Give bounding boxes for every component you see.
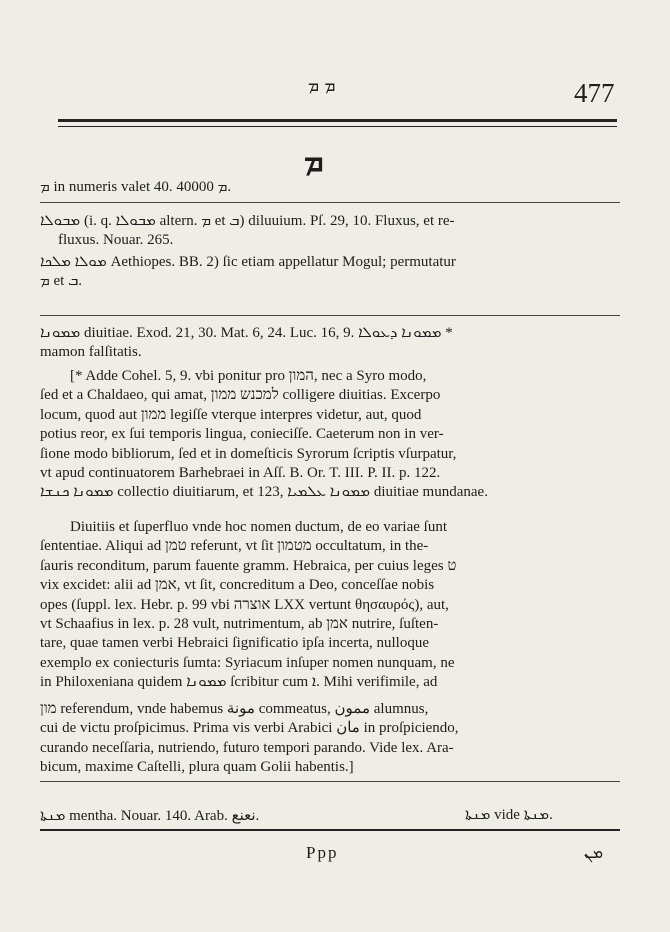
footer-rule [40,829,620,831]
header-rule-thick [58,119,617,122]
text-line: ſententiae. Aliqui ad טמן referunt, vt ſit מטמון occultatum, in the- [40,538,429,555]
catchword: ܡܢ [584,843,604,862]
text-line: vt Schaafius in lex. p. 28 vult, nutrimentum, ab אמן nutrire, ſuſten- [40,616,439,633]
entry-line: ܡܘܠܐ ܡܠܟܐ Aethiopes. BB. 2) ſic etiam appellatur Mogul; permutatur [40,254,456,270]
entry-cross-reference: ܡܢܬܐ vide ܡܢܬܐ. [465,807,553,823]
text-line: Diuitiis et ſuperfluo vnde hoc nomen ductum, de eo variae ſunt [70,519,447,535]
text-line: cui de victu proſpicimus. Prima vis verbi Arabici مان in proſpiciendo, [40,720,459,737]
text-line: curando neceſſaria, nutriendo, futuro tempori parando. Vide lex. Ara- [40,739,454,756]
text-line: מון referendum, vnde habemus مونة commeatus, ممون alumnus, [40,701,429,717]
etymology-paragraph [40,518,620,693]
entry-mamona [40,324,620,363]
text-line: ſione modo bibliorum, ſed et in domeſticis Syrorum ſcriptis vſurpatur, [40,445,457,462]
text-line: bicum, maxime Caſtelli, plura quam Golii habentis.] [40,759,354,776]
text-line: locum, quod aut ממון legiſſe vterque interpres videtur, aut, quod [40,406,422,423]
header-rule-thin [58,126,617,127]
entry-line: fluxus. Nouar. 265. [58,232,174,249]
entry-line: ܡܡܘܢܐ diuitiae. Exod. 21, 30. Mat. 6, 24. Luc. 16, 9. ܡܡܘܢܐ ܕܥܘܠܐ * [40,325,453,341]
text-line: ſauris reconditum, parum fauente gramm. Hebraica, per cuius leges ט [40,557,457,574]
arabic-comparison-paragraph [40,700,620,778]
entry-mabbula [40,212,620,251]
text-line: tare, quae tamen verbi Hebraici ſignificatio ipſa incerta, nulloque [40,635,430,652]
letter-heading: ܡ [304,144,324,179]
text-line: vt apud continuatorem Barhebraei in Aſſ. B. Or. T. III. P. II. p. 122. [40,465,441,482]
entry-divider [40,781,620,782]
text-line: vix excidet: alii ad אמן, vt ſit, concreditum a Deo, conceſſae nobis [40,577,435,594]
entry-divider [40,315,620,316]
signature-mark: Ppp [306,843,339,862]
entry-mentha: ܡܢܬܐ mentha. Nouar. 140. Arab. نعنع. [40,808,260,824]
entry-line: ܡܒܘܠܐ (i. q. ܡܒܘܠܐ altern. ܡ et ܒ) diluuium. Pſ. 29, 10. Fluxus, et re- [40,213,455,229]
entry-line: ܡ et ܒ. [40,273,83,290]
entry-mem-numeral [40,178,620,197]
entry-aethiopes [40,253,620,292]
page-number: 477 [574,78,615,108]
text-line: exemplo ex coniecturis ſumta: Syriacum inſuper nomen nunquam, ne [40,654,455,671]
text-line: ſed et a Chaldaeo, qui amat, למכנש ממון colligere diuitias. Excerpo [40,387,441,404]
running-head: ܡ ܡ [308,76,336,96]
entry-line: mamon falſitatis. [40,344,142,361]
text-line: potius reor, ex ſui temporis lingua, conieciſſe. Caeterum non in ver- [40,426,444,443]
addendum-paragraph [40,367,620,503]
entry-divider [40,202,620,203]
text-line: opes (ſuppl. lex. Hebr. p. 99 vbi אוצרה LXX vertunt θησαυρός), aut, [40,596,449,613]
text-line: in Philoxeniana quidem ܡܡܘܢܐ ſcribitur cum ܐ. Mihi verifimile, ad [40,674,438,691]
text-line: ܡܡܘܢܐ ܟܢܫܐ collectio diuitiarum, et 123, ܡܡܘܢܐ ܥܠܡܝܐ diuitiae mundanae. [40,484,488,501]
text-line: [* Adde Cohel. 5, 9. vbi ponitur pro המון, nec a Syro modo, [70,368,427,384]
entry-text: ܡ in numeris valet 40. ܡ 40000. [40,179,232,195]
